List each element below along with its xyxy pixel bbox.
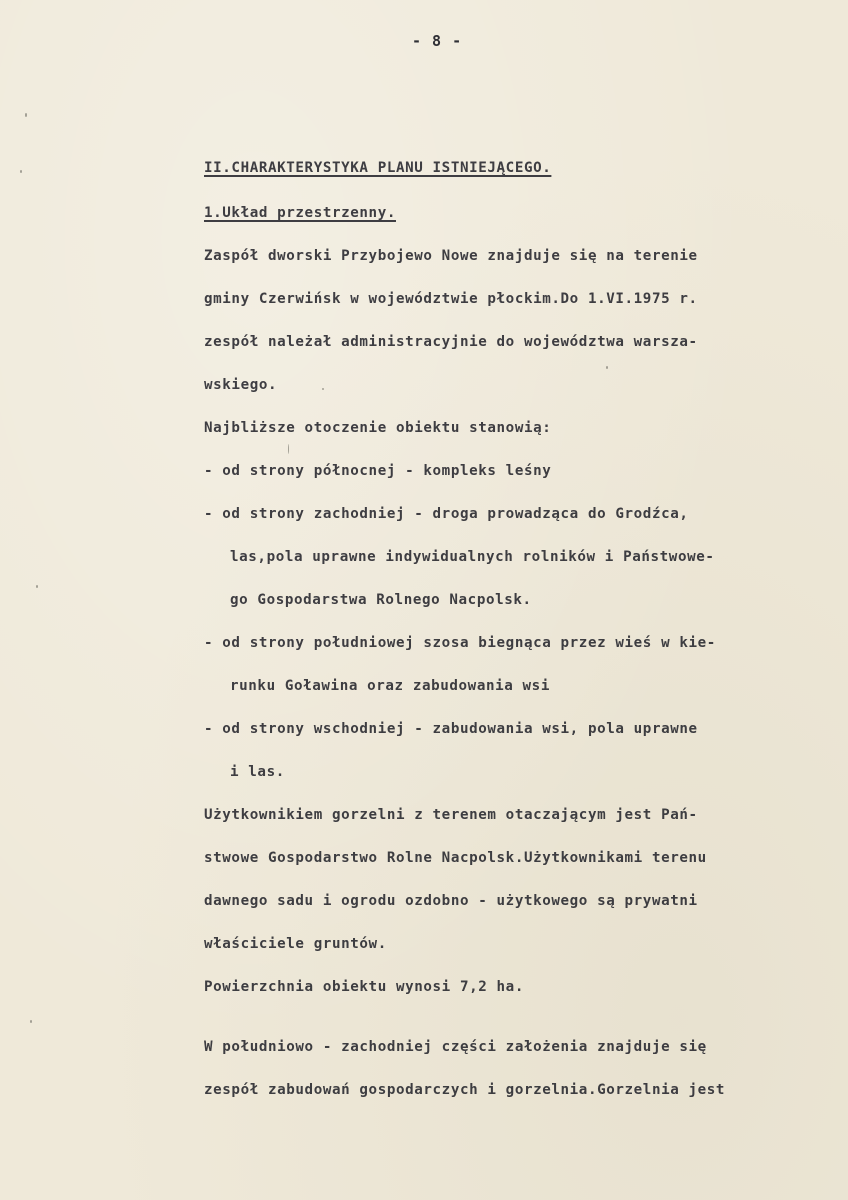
text-line-area: Powierzchnia obiektu wynosi 7,2 ha. (204, 979, 524, 995)
list-item-east: - od strony wschodniej - zabudowania wsi, pola uprawne (204, 721, 698, 737)
text-line-users-3: dawnego sadu i ogrodu ozdobno - użytkowego są prywatni (204, 893, 698, 909)
list-item-west: - od strony zachodniej - droga prowadząca do Grodźca, (204, 506, 689, 522)
text-line-3: zespół należał administracyjnie do województwa warsza- (204, 334, 698, 350)
list-item-north: - od strony północnej - kompleks leśny (204, 463, 552, 479)
scan-speck (36, 585, 38, 588)
subsection-heading: 1.Układ przestrzenny. (204, 205, 396, 221)
list-item-south-cont: runku Goławina oraz zabudowania wsi (230, 678, 550, 694)
text-line-1: Zaspół dworski Przybojewo Nowe znajduje się na terenie (204, 248, 698, 264)
text-line-users-1: Użytkownikiem gorzelni z terenem otaczającym jest Pań- (204, 807, 698, 823)
scan-speck (25, 113, 27, 117)
scan-speck (288, 444, 289, 454)
scan-speck (322, 388, 324, 390)
text-line-users-4: właściciele gruntów. (204, 936, 387, 952)
scan-speck (20, 170, 22, 173)
text-line-2: gminy Czerwińsk w województwie płockim.Do 1.VI.1975 r. (204, 291, 698, 307)
list-item-west-cont-1: las,pola uprawne indywidualnych rolników i Państwowe- (230, 549, 715, 565)
list-item-east-cont: i las. (230, 764, 285, 780)
list-item-south: - od strony południowej szosa biegnąca przez wieś w kie- (204, 635, 716, 651)
scan-speck (30, 1020, 32, 1023)
list-item-west-cont-2: go Gospodarstwa Rolnego Nacpolsk. (230, 592, 532, 608)
text-line-4: wskiego. (204, 377, 278, 393)
text-line-users-2: stwowe Gospodarstwo Rolne Nacpolsk.Użytkownikami terenu (204, 850, 707, 866)
section-heading: II.CHARAKTERYSTYKA PLANU ISTNIEJĄCEGO. (204, 160, 552, 176)
text-line-5: Najbliższe otoczenie obiektu stanowią: (204, 420, 552, 436)
text-line-southwest-1: W południowo - zachodniej części założenia znajduje się (204, 1039, 707, 1055)
page-number: - 8 - (412, 32, 463, 50)
text-line-southwest-2: zespół zabudowań gospodarczych i gorzelnia.Gorzelnia jest (204, 1082, 726, 1098)
scan-speck (606, 366, 608, 369)
